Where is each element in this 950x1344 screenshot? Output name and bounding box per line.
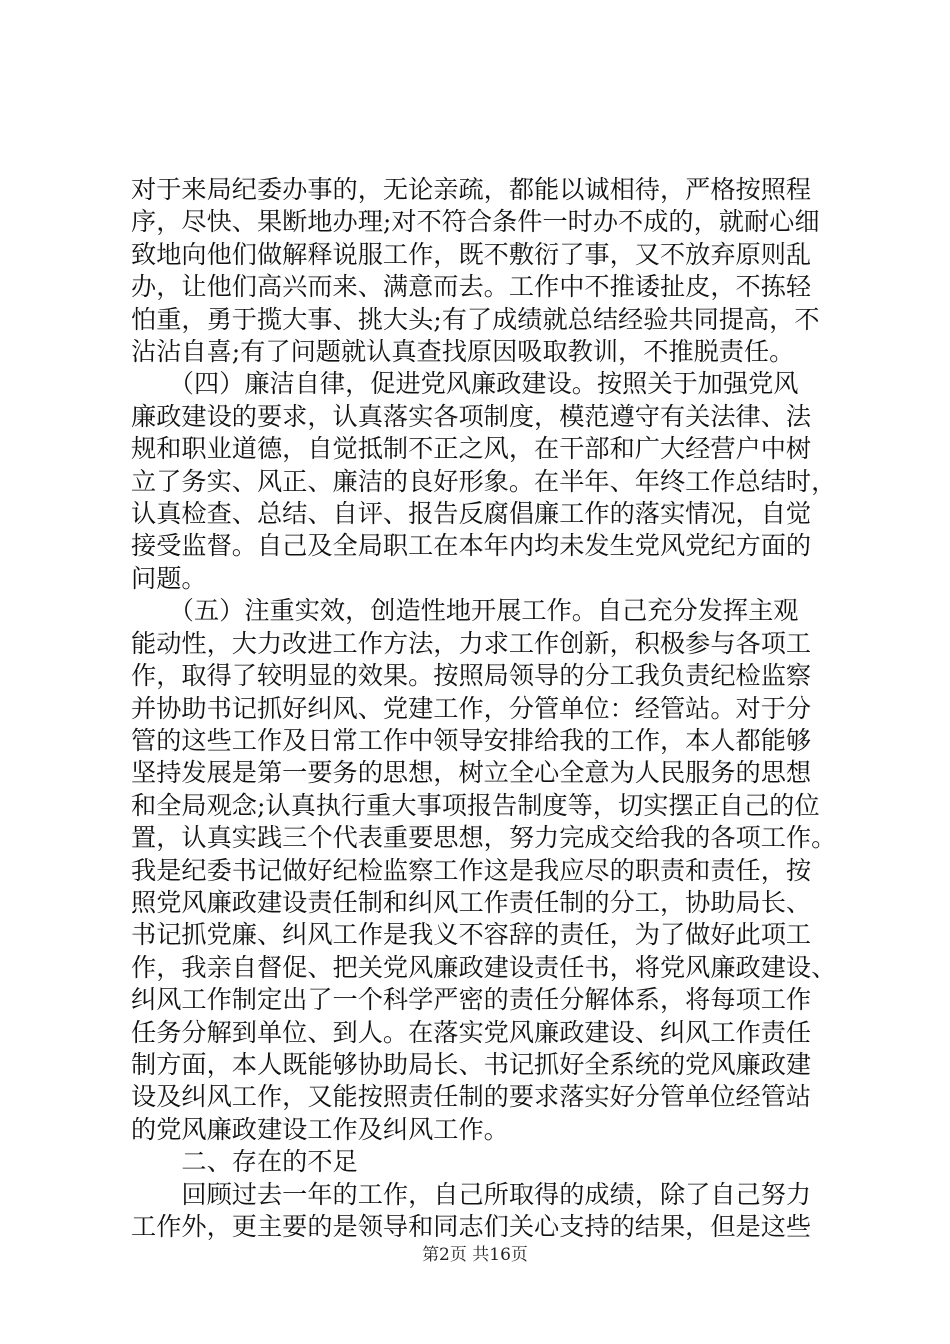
text-line: 书记抓党廉、纠风工作是我义不容辞的责任，为了做好此项工 bbox=[131, 920, 812, 950]
text-line: 并协助书记抓好纠风、党建工作，分管单位：经管站。对于分 bbox=[131, 693, 812, 723]
text-line: 立了务实、风正、廉洁的良好形象。在半年、年终工作总结时， bbox=[131, 466, 837, 496]
text-line: 设及纠风工作，又能按照责任制的要求落实好分管单位经管站 bbox=[131, 1082, 812, 1112]
text-line: 沾沾自喜;有了问题就认真查找原因吸取教训，不推脱责任。 bbox=[131, 337, 795, 367]
text-line: 规和职业道德，自觉抵制不正之风，在干部和广大经营户中树 bbox=[131, 434, 812, 464]
text-line: 对于来局纪委办事的，无论亲疏，都能以诚相待，严格按照程 bbox=[131, 175, 812, 204]
text-line: 我是纪委书记做好纪检监察工作这是我应尽的职责和责任，按 bbox=[131, 855, 812, 885]
text-line: 办，让他们高兴而来、满意而去。工作中不推诿扯皮，不拣轻 bbox=[131, 272, 812, 302]
body-text bbox=[131, 174, 843, 1243]
text-line: 认真检查、总结、自评、报告反腐倡廉工作的落实情况，自觉 bbox=[131, 499, 812, 529]
text-line: 致地向他们做解释说服工作，既不敷衍了事，又不放弃原则乱 bbox=[131, 239, 812, 269]
text-line: 照党风廉政建设责任制和纠风工作责任制的分工，协助局长、 bbox=[131, 887, 812, 917]
text-line: 回顾过去一年的工作，自己所取得的成绩，除了自己努力 bbox=[131, 1179, 812, 1209]
text-line: 怕重，勇于揽大事、挑大头;有了成绩就总结经验共同提高，不 bbox=[131, 304, 820, 334]
text-line: 坚持发展是第一要务的思想，树立全心全意为人民服务的思想 bbox=[131, 758, 812, 788]
section-heading: 二、存在的不足 bbox=[131, 1147, 358, 1177]
text-line: 问题。 bbox=[131, 563, 207, 593]
text-line: 序，尽快、果断地办理;对不符合条件一时办不成的，就耐心细 bbox=[131, 207, 820, 237]
text-line: 纠风工作制定出了一个科学严密的责任分解体系，将每项工作 bbox=[131, 985, 812, 1015]
text-line: 和全局观念;认真执行重大事项报告制度等，切实摆正自己的位 bbox=[131, 790, 820, 820]
page-footer: 第2页 共16页 bbox=[422, 1245, 528, 1265]
text-line: 作，我亲自督促、把关党风廉政建设责任书，将党风廉政建设、 bbox=[131, 952, 837, 982]
text-line: 任务分解到单位、到人。在落实党风廉政建设、纠风工作责任 bbox=[131, 1017, 812, 1047]
text-line: 的党风廉政建设工作及纠风工作。 bbox=[131, 1114, 509, 1144]
text-line: 廉政建设的要求，认真落实各项制度，模范遵守有关法律、法 bbox=[131, 401, 812, 431]
text-line: （四）廉洁自律，促进党风廉政建设。按照关于加强党风 bbox=[131, 369, 799, 399]
text-line: 接受监督。自己及全局职工在本年内均未发生党风党纪方面的 bbox=[131, 531, 812, 561]
text-line: 置，认真实践三个代表重要思想，努力完成交给我的各项工作。 bbox=[131, 823, 837, 853]
text-line: 管的这些工作及日常工作中领导安排给我的工作，本人都能够 bbox=[131, 725, 812, 755]
text-line: 能动性，大力改进工作方法，力求工作创新，积极参与各项工 bbox=[131, 628, 812, 658]
text-line: 工作外，更主要的是领导和同志们关心支持的结果，但是这些 bbox=[131, 1212, 812, 1241]
text-line: 作，取得了较明显的效果。按照局领导的分工我负责纪检监察 bbox=[131, 661, 812, 691]
text-line: 制方面，本人既能够协助局长、书记抓好全系统的党风廉政建 bbox=[131, 1049, 812, 1079]
text-line: （五）注重实效，创造性地开展工作。自己充分发挥主观 bbox=[131, 596, 799, 626]
